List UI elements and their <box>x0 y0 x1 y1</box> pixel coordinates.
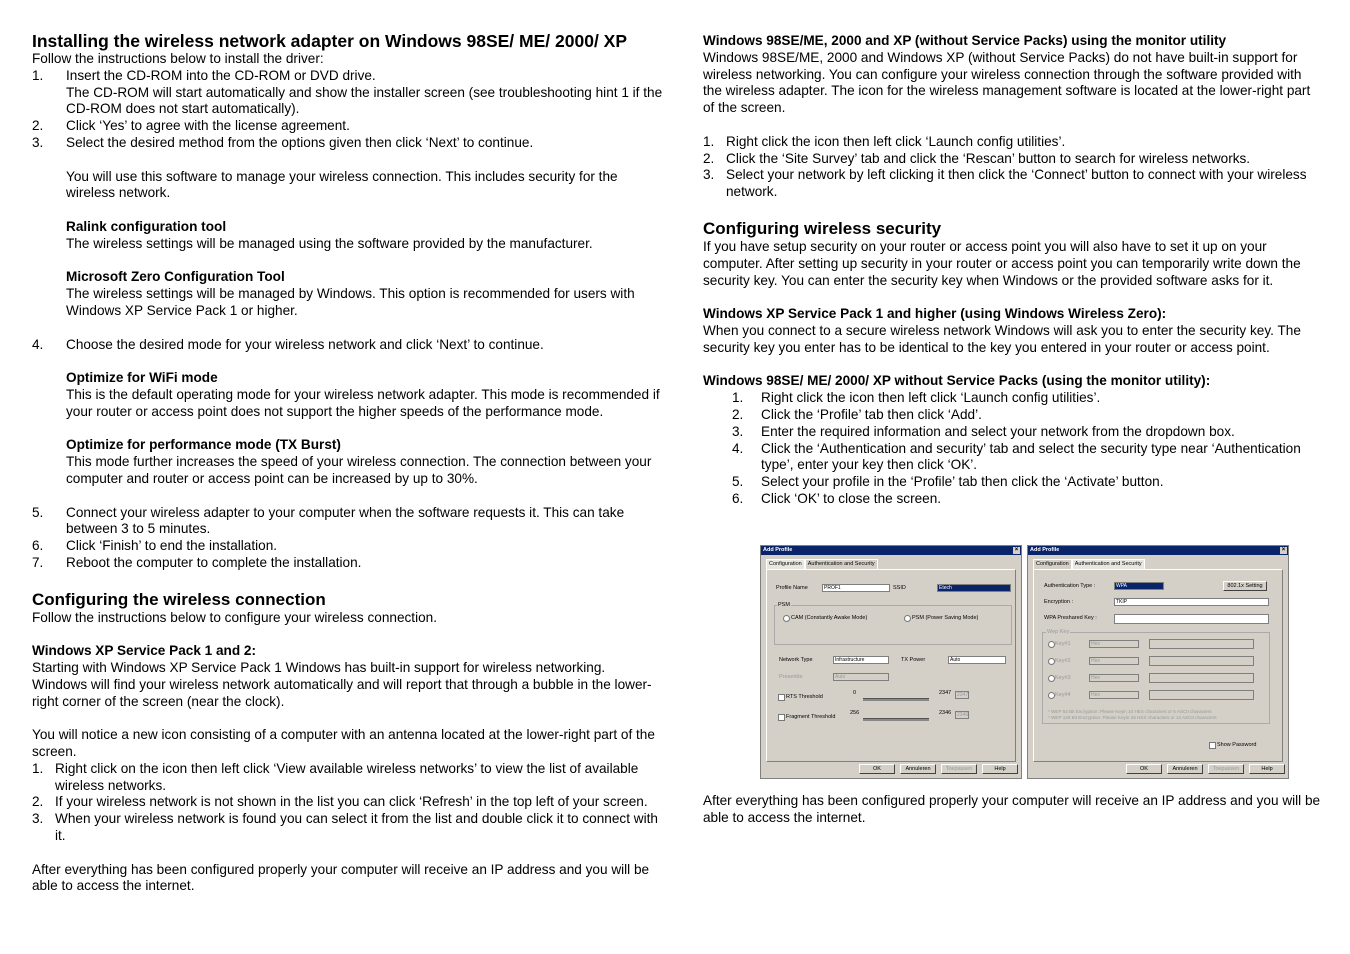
key2-format[interactable]: Hex <box>1089 657 1139 665</box>
rts-min: 0 <box>853 690 857 696</box>
rts-max: 2347 <box>939 690 952 696</box>
perf-mode-title: Optimize for performance mode (TX Burst) <box>66 437 341 453</box>
configure-intro: Follow the instructions below to configure your wireless connection. <box>32 609 437 625</box>
monitor-title: Windows 98SE/ME, 2000 and XP (without Service Packs) using the monitor utility <box>703 33 1227 48</box>
wifi-mode-text: This is the default operating mode for your wireless network adapter. This mode is recommended if your router or access point does not support the higher speeds of the performance mode. <box>66 386 660 419</box>
profile-name-label: Profile Name <box>776 585 808 591</box>
key1-format[interactable]: Hex <box>1089 640 1139 648</box>
right-outro: After everything has been configured properly your computer will receive an IP address and you will be able to access the internet. <box>703 793 1321 825</box>
fragment-label: Fragment Threshold <box>786 714 836 720</box>
list-item: 5. Select your profile in the ‘Profile’ tab then click the ‘Activate’ button. <box>732 474 1164 490</box>
xp-zero-text: When you connect to a secure wireless network Windows will ask you to enter the security key. The security key you enter has to be identical to the key you entered in your router or access point. <box>703 322 1301 355</box>
wpa-key-input[interactable] <box>1114 614 1269 624</box>
xp-sp-text: Starting with Windows XP Service Pack 1 Windows has built-in support for wireless networking. Windows will find your wireless network automatically and will report that through a bubble in the lower-right corner of the screen (near the clock). <box>32 660 652 709</box>
list-item: The CD-ROM will start automatically and show the installer screen (see troubleshooting hint 1 if the CD-ROM does not start automatically). <box>66 84 663 117</box>
dialog-screenshots <box>760 545 1290 779</box>
apply-button[interactable]: Toepassen <box>941 764 977 774</box>
dialog-title-bar: Add Profile × <box>1028 546 1288 555</box>
xp-zero-title: Windows XP Service Pack 1 and higher (using Windows Wireless Zero): <box>703 306 1167 322</box>
list-item: 1. Right click the icon then left click ‘Launch config utilities’. <box>732 390 1101 406</box>
psm-label: PSM <box>778 602 790 608</box>
configure-steps <box>32 761 664 845</box>
rts-slider[interactable] <box>863 698 929 701</box>
dialog-tabs <box>766 559 878 569</box>
list-item: 2. Click the ‘Profile’ tab then click ‘Add’. <box>732 406 982 422</box>
install-intro: Follow the instructions below to install the driver: <box>32 51 324 66</box>
list-item: 6. Click ‘Finish’ to end the installation. <box>32 538 278 554</box>
ralink-text: The wireless settings will be managed using the software provided by the manufacturer. <box>66 235 593 251</box>
rts-checkbox[interactable] <box>778 694 785 701</box>
key2-label: Key#2 <box>1055 658 1071 664</box>
list-item: 4. Click the ‘Authentication and security’ tab and select the security type near ‘Authentication type’, enter your key then click ‘OK’. <box>732 440 1301 473</box>
mzc-text: The wireless settings will be managed by Windows. This option is recommended for users with Windows XP Service Pack 1 or higher. <box>66 286 635 318</box>
close-icon[interactable]: × <box>1281 547 1286 553</box>
psm-group <box>774 605 1012 645</box>
fragment-checkbox[interactable] <box>778 714 785 721</box>
wep64-note: * WEP 64 Bit Encryption: Please Keyin 10 HEX characters or 5 ASCII characters <box>1048 709 1212 714</box>
add-profile-auth-dialog <box>1027 545 1289 779</box>
fragment-min: 256 <box>850 710 860 716</box>
add-profile-config-dialog <box>760 545 1022 779</box>
show-password-label: Show Password <box>1217 742 1257 748</box>
show-password-checkbox[interactable] <box>1209 742 1216 749</box>
key2-radio[interactable] <box>1048 658 1055 665</box>
encryption-select[interactable]: TKIP <box>1114 598 1269 606</box>
close-icon[interactable]: × <box>1014 547 1019 553</box>
security-steps <box>703 390 1323 508</box>
rts-label: RTS Threshold <box>786 694 823 700</box>
list-item: 2. If your wireless network is not shown in the list you can click ‘Refresh’ in the top left of your screen. <box>32 794 648 810</box>
security-title: Configuring wireless security <box>703 218 942 238</box>
list-item: 2. Click ‘Yes’ to agree with the license agreement. <box>32 118 350 134</box>
wifi-mode-title: Optimize for WiFi mode <box>66 370 218 386</box>
fragment-max: 2346 <box>939 710 952 716</box>
key3-label: Key#3 <box>1055 675 1071 681</box>
ok-button[interactable]: OK <box>859 764 895 774</box>
monitor2-title: Windows 98SE/ ME/ 2000/ XP without Service Packs (using the monitor utility): <box>703 373 1211 389</box>
preamble-select[interactable]: Auto <box>833 673 889 681</box>
key4-input[interactable] <box>1149 690 1254 700</box>
key4-label: Key#4 <box>1055 692 1071 698</box>
tx-power-select[interactable]: Auto <box>948 656 1006 664</box>
left-outro: After everything has been configured properly your computer will receive an IP address and you will be able to access the internet. <box>32 861 650 894</box>
key3-input[interactable] <box>1149 673 1254 683</box>
key1-radio[interactable] <box>1048 641 1055 648</box>
preamble-label: Preamble <box>779 674 803 680</box>
wep-key-label: Wep Key <box>1047 629 1070 635</box>
manage-text: You will use this software to manage your wireless connection. This includes security for the wireless network. <box>66 168 618 201</box>
fragment-value[interactable]: 2346 <box>957 712 969 718</box>
install-title: Installing the wireless network adapter on Windows 98SE/ ME/ 2000/ XP <box>32 31 628 51</box>
network-type-select[interactable]: Infrastructure <box>833 656 889 664</box>
list-item: 3. Select the desired method from the options given then click ‘Next’ to continue. <box>32 134 534 150</box>
cancel-button[interactable]: Annuleren <box>900 764 936 774</box>
config-panel <box>766 569 1016 762</box>
list-item: 2. Click the ‘Site Survey’ tab and click the ‘Rescan’ button to search for wireless networks. <box>703 150 1251 166</box>
mzc-title: Microsoft Zero Configuration Tool <box>66 269 285 285</box>
list-item: 1. Insert the CD-ROM into the CD-ROM or DVD drive. <box>32 67 376 83</box>
auth-type-label: Authentication Type : <box>1044 583 1096 589</box>
psm-radio[interactable] <box>904 615 911 622</box>
help-button[interactable]: Help <box>982 764 1018 774</box>
ssid-select[interactable]: Etech <box>937 584 1011 592</box>
monitor-text: Windows 98SE/ME, 2000 and Windows XP (without Service Packs) do not have built-in support for wireless networking. You can configure your wireless connection through the software provided with the wireless adapter. The icon for the wireless management software is located at the lower-right part of the screen. <box>703 49 1311 116</box>
cam-radio[interactable] <box>783 615 790 622</box>
ok-button[interactable]: OK <box>1126 764 1162 774</box>
ralink-title: Ralink configuration tool <box>66 218 227 234</box>
key3-format[interactable]: Hex <box>1089 674 1139 682</box>
list-item: 6. Click ‘OK’ to close the screen. <box>732 490 942 506</box>
xp-sp-title: Windows XP Service Pack 1 and 2: <box>32 643 257 659</box>
left-column <box>32 31 664 895</box>
cam-label: CAM (Constantly Awake Mode) <box>791 615 868 621</box>
perf-mode-text: This mode further increases the speed of your wireless connection. The connection between your computer and router or access point can be increased by up to 30%. <box>66 454 652 486</box>
wep128-note: * WEP 128 Bit Encryption: Please Keyin 26 HEX characters or 13 ASCII characters <box>1048 715 1217 720</box>
security-text: If you have setup security on your router or access point you will also have to set it up on your computer. After setting up security in your router or access point you can temporarily write down the security key. You can enter the security key when Windows or the provided software asks for it. <box>703 238 1301 288</box>
key4-format[interactable]: Hex <box>1089 691 1139 699</box>
fragment-slider[interactable] <box>863 718 929 721</box>
list-item: 1. Right click on the icon then left click ‘View available wireless networks’ to view the list of available wireless networks. <box>32 760 639 793</box>
tab-configuration[interactable]: Configuration <box>1033 559 1072 569</box>
tab-authentication[interactable]: Authentication and Security <box>805 559 878 569</box>
profile-name-input[interactable]: PROF1 <box>822 584 890 592</box>
key2-input[interactable] <box>1149 656 1254 666</box>
install-steps-a <box>32 68 664 152</box>
auth-panel <box>1033 569 1283 762</box>
tab-configuration[interactable]: Configuration <box>766 559 805 569</box>
psm-option-label: PSM (Power Saving Mode) <box>912 615 979 621</box>
auth-type-select[interactable]: WPA <box>1114 582 1164 590</box>
configure-title: Configuring the wireless connection <box>32 589 326 609</box>
tab-authentication[interactable]: Authentication and Security <box>1072 559 1145 569</box>
key3-radio[interactable] <box>1048 675 1055 682</box>
list-item: 4. Choose the desired mode for your wireless network and click ‘Next’ to continue. <box>32 336 544 352</box>
monitor-steps <box>703 134 1323 201</box>
list-item: 3. Select your network by left clicking it then click the ‘Connect’ button to connect with your wireless network. <box>703 167 1307 200</box>
list-item: 7. Reboot the computer to complete the installation. <box>32 554 362 570</box>
key1-input[interactable] <box>1149 639 1254 649</box>
apply-button[interactable]: Toepassen <box>1208 764 1244 774</box>
key4-radio[interactable] <box>1048 692 1055 699</box>
cancel-button[interactable]: Annuleren <box>1167 764 1203 774</box>
list-item: 3. When your wireless network is found you can select it from the list and double click it to connect with it. <box>32 811 658 844</box>
dialog-title-bar: Add Profile × <box>761 546 1021 555</box>
key1-label: Key#1 <box>1055 641 1071 647</box>
rts-value[interactable]: 2347 <box>957 692 969 698</box>
network-type-label: Network Type <box>779 657 813 663</box>
list-item: 1. Right click the icon then left click ‘Launch config utilities’. <box>703 133 1066 149</box>
8021x-setting-button[interactable]: 802.1x Setting <box>1223 581 1267 591</box>
list-item: 3. Enter the required information and select your network from the dropdown box. <box>732 423 1235 439</box>
encryption-label: Encryption : <box>1044 599 1074 605</box>
help-button[interactable]: Help <box>1249 764 1285 774</box>
wpa-key-label: WPA Preshared Key : <box>1044 615 1097 621</box>
install-steps-b <box>32 505 664 572</box>
right-column <box>703 33 1323 508</box>
list-item: 5. Connect your wireless adapter to your computer when the software requests it. This can take between 3 to 5 minutes. <box>32 504 625 537</box>
icon-text: You will notice a new icon consisting of a computer with an antenna located at the lower-right part of the screen. <box>32 727 655 760</box>
dialog-tabs <box>1033 559 1145 569</box>
ssid-label: SSID <box>893 585 906 591</box>
tx-power-label: TX Power <box>901 657 926 663</box>
